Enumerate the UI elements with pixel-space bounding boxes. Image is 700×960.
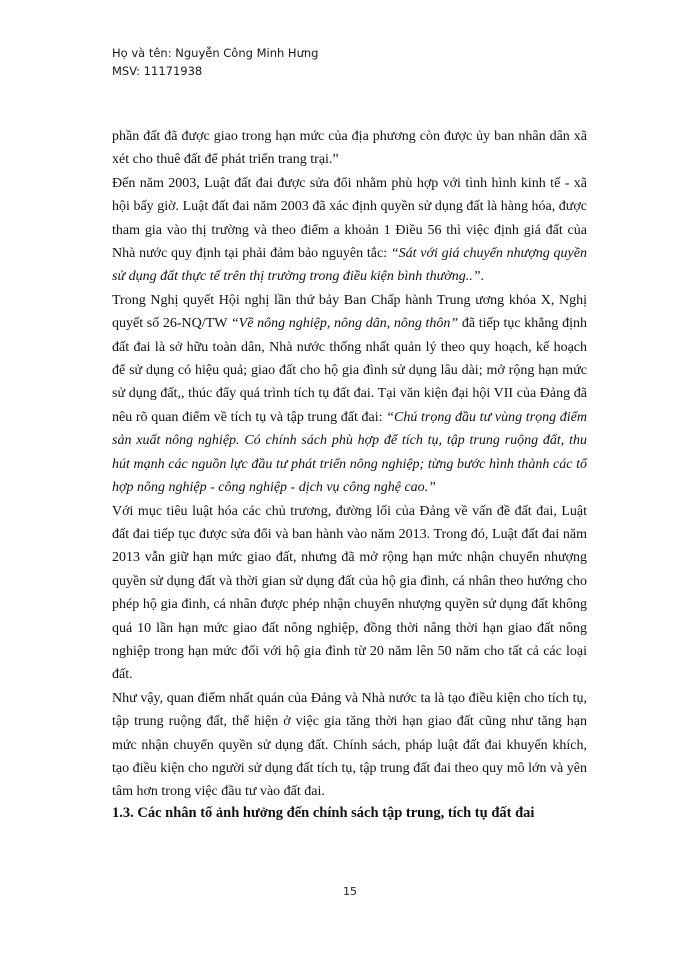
paragraph-2-quote: “Sát với giá chuyển nhượng quyền sử dụng đất thực tế trên thị trường trong điều kiện bình thường..” (112, 246, 587, 285)
paragraph-2 (112, 172, 587, 289)
paragraph-3-quote: “Chú trọng đầu tư vùng trọng điểm sản xuất nông nghiệp. Có chính sách phù hợp để tích tụ, tập trung ruộng đất, thu hút mạnh các nguồn lực đầu tư phát triển nông nghiệp; từng bước hình thành các tổ hợp nông nghiệp - công nghiệp - dịch vụ công nghệ cao.” (112, 409, 587, 496)
paragraph-5-text: Như vậy, quan điểm nhất quán của Đảng và Nhà nước ta là tạo điều kiện cho tích tụ, tập trung ruộng đất, thể hiện ở việc gia tăng thời hạn giao đất cũng như tăng hạn mức nhận chuyển quyền sử dụng đất. Chính sách, pháp luật đất đai khuyến khích, tạo điều kiện cho người sử dụng đất tích tụ, tập trung đất đai theo quy mô lớn và yên tâm hơn trong việc đầu tư vào đất đai. (112, 690, 587, 800)
body-text (112, 125, 587, 804)
student-id: MSV: 11171938 (112, 64, 203, 78)
paragraph-3-text-a: Trong Nghị quyết Hội nghị lần thứ bảy Ban Chấp hành Trung ương khóa X, Nghị quyết số 26-NQ/TW (112, 292, 587, 332)
paragraph-4-text: Với mục tiêu luật hóa các chủ trương, đường lối của Đảng về vấn đề đất đai, Luật đất đai tiếp tục được sửa đổi và ban hành vào năm 2013. Trong đó, Luật đất đai năm 2013 vẫn giữ hạn mức giao đất, nhưng đã mở rộng hạn mức nhận chuyển nhượng quyền sử dụng đất và thời gian sử dụng đất của hộ gia đình, cá nhân theo hướng cho phép hộ gia đình, cá nhân được phép nhận chuyển nhượng quyền sử dụng đất không quá 10 lần hạn mức giao đất nông nghiệp, đồng thời nâng thời hạn giao đất nông nghiệp trong hạn mức đối với hộ gia đình từ 20 năm lên 50 năm cho tất cả các loại đất. (112, 503, 587, 683)
student-name: Họ và tên: Nguyễn Công Minh Hưng (112, 46, 319, 60)
paragraph-1-text: phần đất đã được giao trong hạn mức của địa phương còn được ủy ban nhân dân xã xét cho thuê đất để phát triển trang trại.” (112, 129, 587, 168)
page-header (112, 44, 318, 80)
paragraph-3-resolution-title: “Về nông nghiệp, nông dân, nông thôn” (230, 316, 459, 332)
paragraph-2-end: . (480, 269, 485, 285)
section-heading: 1.3. Các nhân tố ảnh hưởng đến chính sách tập trung, tích tụ đất đai (112, 805, 535, 821)
paragraph-4 (112, 500, 587, 687)
paragraph-5 (112, 687, 587, 804)
page-number: 15 (343, 885, 357, 898)
paragraph-1 (112, 125, 587, 172)
paragraph-3-text-b: đã tiếp tục khẳng định đất đai là sở hữu toàn dân, Nhà nước thống nhất quản lý theo quy hoạch, kế hoạch để sử dụng có hiệu quả; giao đất cho hộ gia đình sử dụng lâu dài; mở rộng hạn mức sử dụng đất,, thúc đẩy quá trình tích tụ đất đai. Tại văn kiện đại hội VII của Đảng đã nêu rõ quan điểm về tích tụ và tập trung đất đai: (112, 316, 587, 425)
paragraph-2-text: Đến năm 2003, Luật đất đai được sửa đổi nhằm phù hợp với tình hình kinh tế - xã hội bấy giờ. Luật đất đai năm 2003 đã xác định quyền sử dụng đất là hàng hóa, được tham gia vào thị trường và theo điểm a khoản 1 Điều 56 thì việc định giá đất của Nhà nước quy định tại phải đảm bảo nguyên tắc: (112, 175, 587, 262)
paragraph-3 (112, 289, 587, 500)
